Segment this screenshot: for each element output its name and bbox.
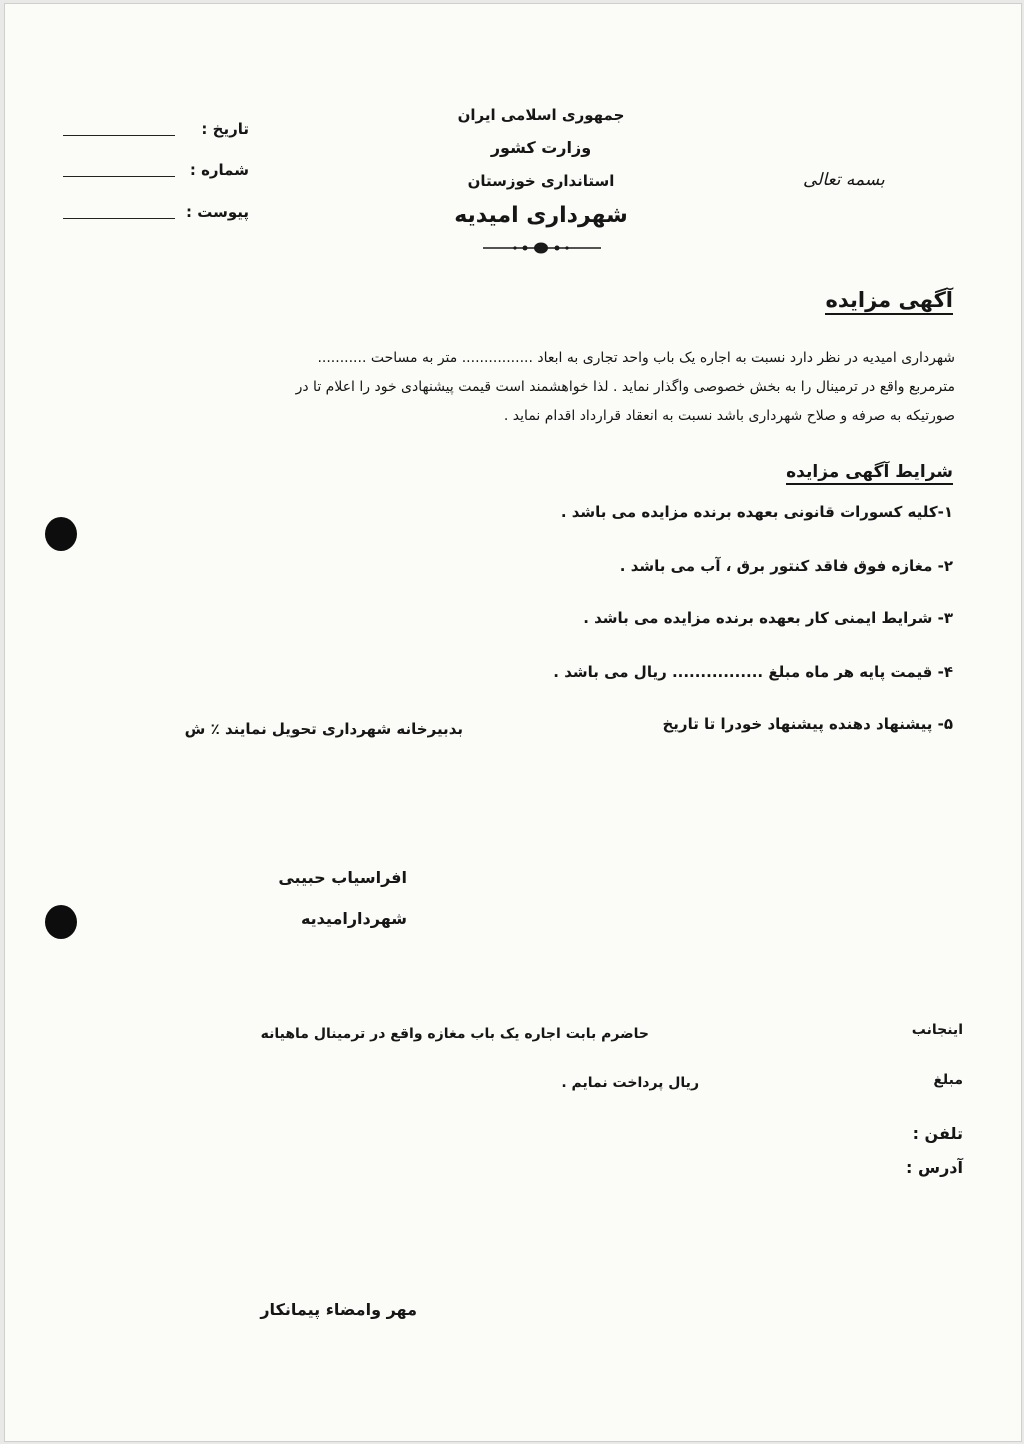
signatory-name: افراسیاب حبیبی	[278, 868, 407, 887]
ornament-divider	[481, 240, 603, 256]
date-label: تاریخ :	[201, 120, 249, 138]
condition-item-3: ۳- شرایط ایمنی کار بعهده برنده مزایده می باشد .	[583, 609, 953, 627]
condition-item-1: ۱-کلیه کسورات قانونی بعهده برنده مزایده می باشد .	[560, 503, 953, 521]
notice-title: آگهی مزایده	[825, 288, 953, 315]
notice-line: صورتیکه به صرفه و صلاح شهرداری باشد نسبت به انعقاد قرارداد اقدام نماید .	[503, 408, 955, 424]
address-label: آدرس :	[906, 1158, 963, 1177]
number-label: شماره :	[189, 161, 249, 179]
basmala-calligraphy: بسمه تعالی	[803, 170, 885, 190]
signatory-title: شهردارامیدیه	[300, 909, 407, 928]
punch-hole	[45, 905, 77, 939]
notice-line: شهرداری امیدیه در نظر دارد نسبت به اجاره یک باب واحد تجاری به ابعاد ................ متر به مساحت ...........	[317, 350, 955, 366]
date-row	[63, 120, 249, 146]
undersigned-label: اینجانب	[911, 1022, 963, 1038]
condition-item-2: ۲- مغازه فوق فاقد کنتور برق ، آب می باشد .	[619, 557, 953, 575]
notice-line: مترمربع واقع در ترمینال را به بخش خصوصی واگذار نماید . لذا خواهشمند است قیمت پیشنهادی خود را اعلام تا در	[295, 379, 955, 395]
contractor-stamp-label: مهر وامضاء پیمانکار	[260, 1300, 417, 1319]
document-page	[4, 3, 1022, 1442]
date-line	[63, 135, 175, 136]
ministry-name: وزارت کشور	[490, 138, 592, 157]
attachment-row	[63, 203, 249, 229]
amount-text: ریال پرداخت نمایم .	[561, 1075, 699, 1091]
punch-hole	[45, 517, 77, 551]
attachment-line	[63, 218, 175, 219]
amount-label: مبلغ	[933, 1072, 963, 1088]
conditions-title: شرایط آگهی مزایده	[786, 462, 953, 485]
country-name: جمهوری اسلامی ایران	[457, 106, 625, 124]
attachment-label: پیوست :	[185, 203, 249, 221]
notice-paragraph	[89, 344, 955, 431]
condition-item-5-tail: بدبیرخانه شهرداری تحویل نمایند ٪ ش	[184, 720, 463, 738]
number-line	[63, 176, 175, 177]
phone-label: تلفن :	[912, 1124, 963, 1143]
governorate-name: استانداری خوزستان	[467, 172, 615, 190]
municipality-name: شهرداری امیدیه	[454, 203, 628, 228]
condition-item-4: ۴- قیمت پایه هر ماه مبلغ ................ ریال می باشد .	[553, 663, 953, 681]
number-row	[63, 161, 249, 187]
condition-item-5: ۵- پیشنهاد دهنده پیشنهاد خودرا تا تاریخ	[662, 715, 953, 733]
undersigned-text: حاضرم بابت اجاره یک باب مغازه واقع در ترمینال ماهیانه	[260, 1026, 649, 1042]
